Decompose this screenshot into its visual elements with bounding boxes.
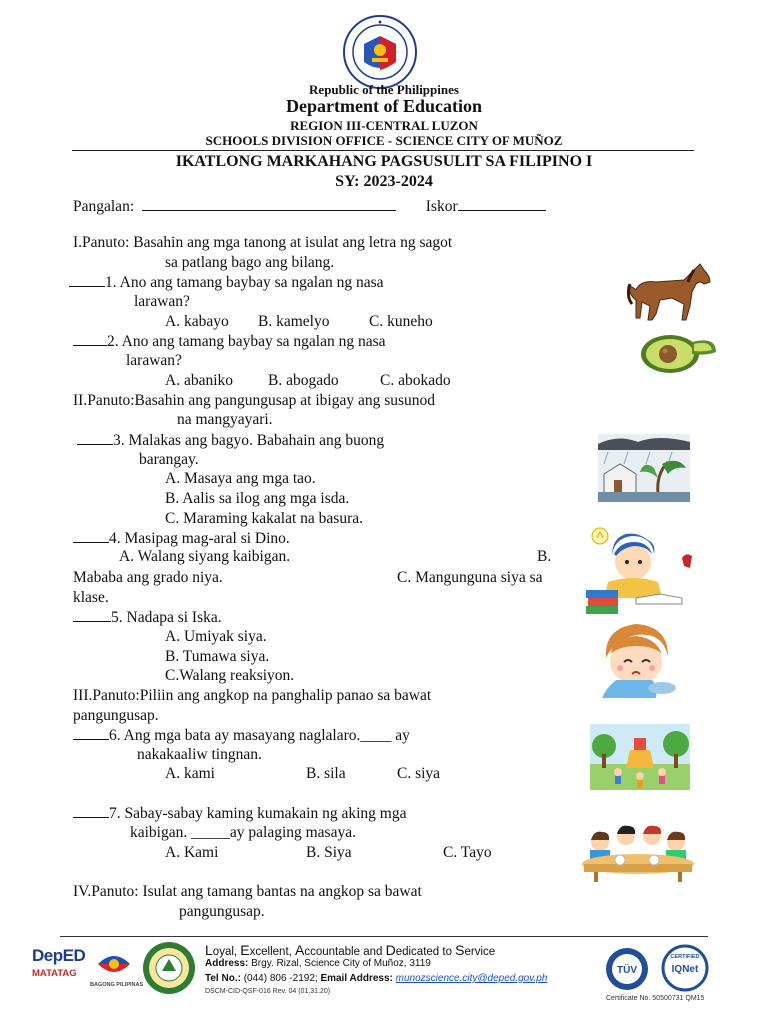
question-5: 5. Nadapa si Iska. <box>73 608 222 627</box>
q4-option-c-cont: klase. <box>73 589 109 606</box>
avocado-image <box>640 332 718 374</box>
school-year: SY: 2023-2024 <box>335 173 433 190</box>
deped-matatag-logo <box>32 946 90 996</box>
name-blank[interactable] <box>142 197 396 211</box>
score-blank[interactable] <box>458 197 546 211</box>
republic-heading: Republic of the Philippines <box>309 82 459 97</box>
question-3: 3. Malakas ang bagyo. Babahain ang buong <box>77 431 384 450</box>
section-2-instruction-cont: na mangyayari. <box>177 411 273 428</box>
section-4-instruction-cont: pangungusap. <box>179 903 265 920</box>
score-label: Iskor <box>425 198 458 215</box>
section-1-instruction: I.Panuto: Basahin ang mga tanong at isulat ang letra ng sagot <box>73 234 453 251</box>
answer-blank-2[interactable] <box>73 332 107 346</box>
section-1-instruction-cont: sa patlang bago ang bilang. <box>165 254 335 271</box>
q6-option-b: B. sila <box>306 765 346 782</box>
certificate-number: Certificate No. 50500731 QM15 <box>606 995 705 1002</box>
footer-address: Address: Brgy. Rizal, Science City of Muñoz, 3119 <box>205 958 431 969</box>
header-divider <box>72 150 694 151</box>
answer-blank-5[interactable] <box>73 608 111 622</box>
fallen-girl-image <box>596 618 682 704</box>
question-1: 1. Ano ang tamang baybay sa ngalan ng nasa <box>69 273 384 292</box>
q4-option-a: A. Walang siyang kaibigan. <box>119 548 291 565</box>
name-label: Pangalan: <box>73 198 135 215</box>
footer-contact: Tel No.: (044) 806 -2192; Email Address: munozscience.city@deped.gov.ph <box>205 973 548 984</box>
section-4-instruction: IV.Panuto: Isulat ang tamang bantas na angkop sa bawat <box>73 883 422 900</box>
q5-option-a: A. Umiyak siya. <box>165 628 267 645</box>
question-1-cont: larawan? <box>134 293 190 310</box>
region-heading: REGION III-CENTRAL LUZON <box>290 118 478 133</box>
playground-image <box>590 724 690 790</box>
deped-logo-text: DepED <box>32 946 86 965</box>
doc-code: DSCM-CID-QSF-016 Rev. 04 (01.31.20) <box>205 988 331 995</box>
q7-option-a: A. Kami <box>165 844 219 861</box>
question-7-cont: kaibigan. _____ay palaging masaya. <box>130 824 356 841</box>
q2-option-a: A. abaniko <box>165 372 234 389</box>
question-4: 4. Masipag mag-aral si Dino. <box>73 529 290 548</box>
answer-blank-6[interactable] <box>73 726 109 740</box>
q6-option-a: A. kami <box>165 765 215 782</box>
section-2-instruction: II.Panuto:Basahin ang pangungusap at ibigay ang susunod <box>73 392 436 409</box>
answer-blank-3[interactable] <box>77 431 113 445</box>
deped-motto: Loyal, Excellent, Accountable and Dedicated to Service <box>205 942 496 958</box>
question-6-cont: nakakaaliw tingnan. <box>137 746 262 763</box>
question-7: 7. Sabay-sabay kaming kumakain ng aking mga <box>73 804 406 823</box>
q4-option-c: C. Mangunguna siya sa <box>397 569 543 586</box>
q7-option-c: C. Tayo <box>443 844 492 861</box>
q1-option-b: B. kamelyo <box>258 313 330 330</box>
q5-option-c: C.Walang reaksiyon. <box>165 667 295 684</box>
iqnet-certification-logo <box>660 944 710 992</box>
certified-text: CERTIFIED <box>670 954 700 960</box>
department-heading: Department of Education <box>286 96 482 116</box>
children-eating-image <box>580 822 696 882</box>
q4-option-b-label: B. <box>537 548 552 565</box>
answer-blank-4[interactable] <box>73 529 109 543</box>
tuv-certification-logo <box>604 946 650 992</box>
q3-option-a: A. Masaya ang mga tao. <box>165 470 316 487</box>
matatag-logo-text: MATATAG <box>32 968 77 979</box>
q7-option-b: B. Siya <box>306 844 352 861</box>
studying-boy-image <box>586 524 694 616</box>
q3-option-c: C. Maraming kakalat na basura. <box>165 510 363 527</box>
q4-option-b: Mababa ang grado niya. <box>73 569 223 586</box>
footer-email-link[interactable]: munozscience.city@deped.gov.ph <box>395 973 548 984</box>
bagong-pilipinas-logo <box>92 946 136 982</box>
q1-option-a: A. kabayo <box>165 313 229 330</box>
exam-title: IKATLONG MARKAHANG PAGSUSULIT SA FILIPINO I <box>175 153 593 170</box>
answer-blank-7[interactable] <box>73 804 109 818</box>
question-2-cont: larawan? <box>126 352 182 369</box>
division-seal-logo <box>142 941 196 995</box>
division-heading: SCHOOLS DIVISION OFFICE - SCIENCE CITY OF MUÑOZ <box>205 133 563 148</box>
answer-blank-1[interactable] <box>69 273 105 287</box>
q2-option-b: B. abogado <box>268 372 339 389</box>
question-3-cont: barangay. <box>139 451 199 468</box>
deped-seal-logo <box>342 14 418 90</box>
iqnet-logo-text: IQNet <box>671 964 699 975</box>
question-6: 6. Ang mga bata ay masayang naglalaro.____ ay <box>73 726 410 745</box>
q1-option-c: C. kuneho <box>369 313 433 330</box>
question-2: 2. Ano ang tamang baybay sa ngalan ng nasa <box>73 332 386 351</box>
tuv-logo-text: TÜV <box>617 965 637 976</box>
typhoon-image <box>598 434 690 502</box>
q2-option-c: C. abokado <box>380 372 451 389</box>
name-field-row <box>73 197 546 216</box>
bagong-pilipinas-text: BAGONG PILIPINAS <box>90 982 144 988</box>
q3-option-b: B. Aalis sa ilog ang mga isda. <box>165 490 350 507</box>
horse-image <box>626 262 716 324</box>
section-3-instruction: III.Panuto:Piliin ang angkop na panghalip panao sa bawat <box>73 687 432 704</box>
q5-option-b: B. Tumawa siya. <box>165 648 270 665</box>
q6-option-c: C. siya <box>397 765 441 782</box>
footer-divider <box>60 936 708 937</box>
section-3-instruction-cont: pangungusap. <box>73 707 159 724</box>
